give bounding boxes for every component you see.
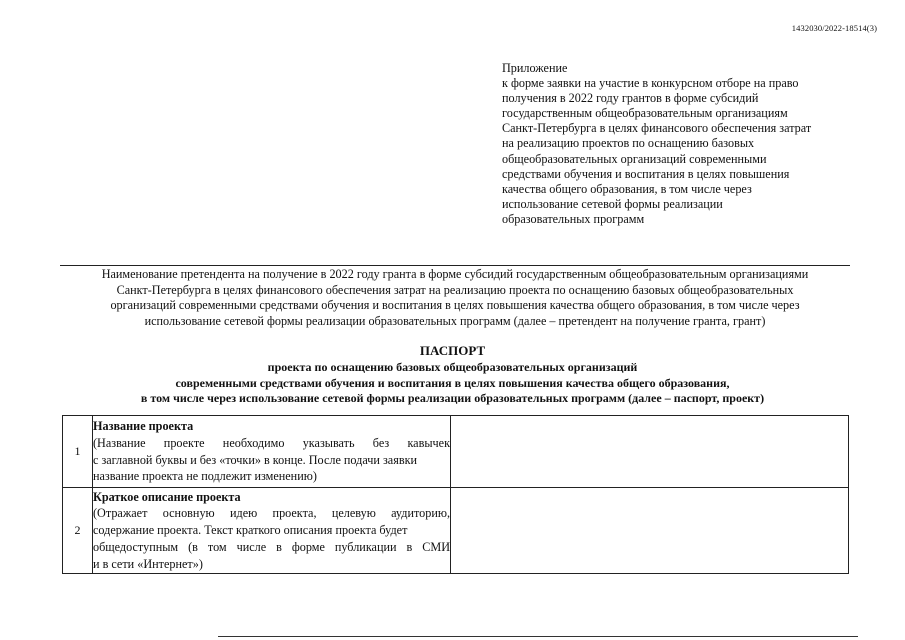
appendix-line: на реализацию проектов по оснащению базовых xyxy=(502,136,755,151)
applicant-line: Санкт-Петербурга в целях финансового обеспечения затрат на реализацию проекта по оснащению базовых общеобразовательных xyxy=(116,282,794,297)
appendix-line: государственным общеобразовательным организациям xyxy=(502,106,788,121)
appendix-line: общеобразовательных организаций современными xyxy=(502,151,767,166)
row-number: 2 xyxy=(63,488,93,574)
row-note-line: с заглавной буквы и без «точки» в конце. После подачи заявки xyxy=(93,452,418,467)
applicant-caption xyxy=(55,267,855,329)
appendix-line: образовательных программ xyxy=(502,211,645,226)
passport-subtitle-line: проекта по оснащению базовых общеобразовательных организаций xyxy=(267,360,638,374)
row-heading: Краткое описание проекта xyxy=(93,489,241,504)
page-bottom-rule xyxy=(218,636,858,637)
row-note-line: и в сети «Интернет») xyxy=(93,556,203,571)
passport-title: ПАСПОРТ xyxy=(419,343,486,358)
applicant-line: использование сетевой формы реализации образовательных программ (далее – претендент на получение гранта, грант) xyxy=(144,313,766,328)
appendix-line: получения в 2022 году грантов в форме субсидий xyxy=(502,91,759,106)
project-name-value-cell[interactable] xyxy=(451,416,849,488)
row-heading: Название проекта xyxy=(93,418,194,433)
document-id: 1432030/2022-18514(3) xyxy=(791,23,877,33)
row-note-line: (Отражает основную идею проекта, целевую аудиторию, xyxy=(93,506,450,521)
table-row xyxy=(63,416,849,488)
passport-table xyxy=(62,415,849,574)
row-number: 1 xyxy=(63,416,93,488)
table-row xyxy=(63,488,849,574)
appendix-line: Санкт-Петербурга в целях финансового обеспечения затрат xyxy=(502,121,812,136)
applicant-name-rule xyxy=(60,265,850,266)
row-description xyxy=(93,488,451,574)
appendix-line: Приложение xyxy=(502,61,568,75)
appendix-line: использование сетевой формы реализации xyxy=(502,196,723,211)
appendix-line: к форме заявки на участие в конкурсном отборе на право xyxy=(502,76,799,91)
appendix-line: средствами обучения и воспитания в целях повышения xyxy=(502,166,790,181)
row-note-line: (Название проекте необходимо указывать без кавычек xyxy=(93,435,450,450)
passport-subtitle-line: современными средствами обучения и воспитания в целях повышения качества общего образования, xyxy=(175,375,730,390)
passport-subtitle-line: в том числе через использование сетевой формы реализации образовательных программ (далее – паспорт, проект) xyxy=(140,391,765,406)
passport-subtitle xyxy=(0,360,905,407)
row-note-line: содержание проекта. Текст краткого описания проекта будет xyxy=(93,523,408,538)
appendix-note xyxy=(502,61,872,227)
project-description-value-cell[interactable] xyxy=(451,488,849,574)
row-description xyxy=(93,416,451,488)
row-note-line: название проекта не подлежит изменению) xyxy=(93,469,317,484)
row-note-line: общедоступным (в том числе в форме публикации в СМИ xyxy=(93,539,450,554)
applicant-line: организаций современными средствами обучения и воспитания в целях повышения качества общего образования, в том числе через xyxy=(110,298,800,313)
applicant-line: Наименование претендента на получение в 2022 году гранта в форме субсидий государственным общеобразовательным организациями xyxy=(101,267,809,281)
appendix-line: качества общего образования, в том числе через xyxy=(502,181,752,196)
